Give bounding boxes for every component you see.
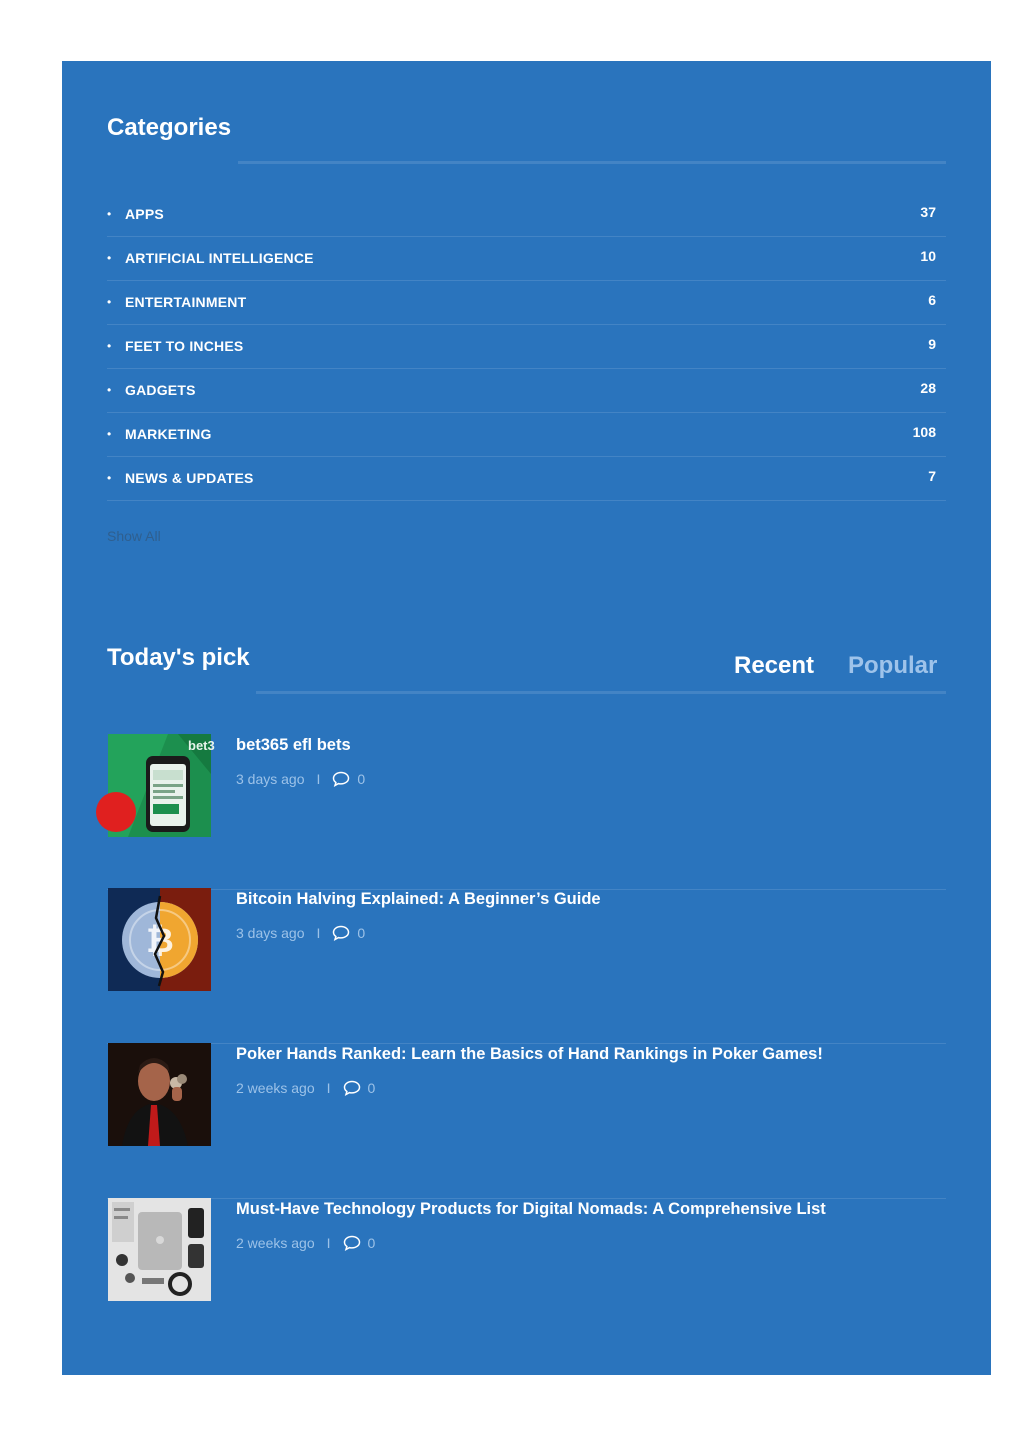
category-item-feet-to-inches[interactable] [107, 325, 946, 369]
bullet: • [107, 295, 112, 309]
bullet: • [107, 383, 112, 397]
bullet: • [107, 251, 112, 265]
comments-link[interactable] [332, 770, 365, 788]
comment-icon [343, 1080, 361, 1096]
category-item-marketing[interactable] [107, 413, 946, 457]
category-count: 108 [912, 424, 936, 440]
post-title[interactable]: Bitcoin Halving Explained: A Beginner’s Guide [236, 890, 601, 908]
categories-heading: Categories [107, 114, 232, 141]
post-title[interactable]: Must-Have Technology Products for Digital Nomads: A Comprehensive List [236, 1200, 826, 1218]
categories-heading-rule [238, 161, 946, 164]
bullet: • [107, 207, 112, 221]
post-date: 2 weeks ago [236, 1235, 315, 1251]
comment-count: 0 [357, 925, 366, 941]
tab-popular[interactable]: Popular [848, 652, 938, 679]
poker-player-thumbnail-image [108, 1043, 211, 1146]
category-count: 10 [920, 248, 936, 264]
category-item-news-updates[interactable] [107, 457, 946, 501]
category-label[interactable]: MARKETING [125, 426, 212, 442]
post-title[interactable]: bet365 efl bets [236, 736, 351, 754]
sidebar-panel [62, 61, 991, 1375]
category-item-gadgets[interactable] [107, 369, 946, 413]
comment-icon [332, 771, 350, 787]
post-meta [236, 1234, 375, 1252]
todays-pick-heading: Today's pick [107, 644, 250, 671]
comment-icon [332, 925, 350, 941]
comments-link[interactable] [332, 924, 365, 942]
post-thumbnail[interactable] [108, 888, 211, 991]
category-count: 37 [920, 204, 936, 220]
category-label[interactable]: ENTERTAINMENT [125, 294, 247, 310]
todays-pick-heading-rule [256, 691, 946, 694]
tech-products-thumbnail-image [108, 1198, 211, 1301]
post-item [107, 888, 946, 1044]
post-item [107, 1043, 946, 1199]
svg-text:₿: ₿ [146, 922, 174, 960]
meta-separator: I [316, 925, 321, 941]
category-label[interactable]: NEWS & UPDATES [125, 470, 254, 486]
category-count: 28 [920, 380, 936, 396]
category-count: 9 [928, 336, 936, 352]
category-item-apps[interactable] [107, 193, 946, 237]
category-label[interactable]: ARTIFICIAL INTELLIGENCE [125, 250, 314, 266]
post-thumbnail[interactable] [108, 734, 215, 837]
bitcoin-thumbnail-image [108, 888, 211, 991]
comments-link[interactable] [343, 1234, 376, 1252]
bet365-thumbnail-image [108, 734, 215, 837]
bullet: • [107, 339, 112, 353]
comments-link[interactable] [343, 1079, 376, 1097]
category-label[interactable]: FEET TO INCHES [125, 338, 244, 354]
comment-icon [343, 1235, 361, 1251]
post-date: 3 days ago [236, 771, 305, 787]
show-all-link[interactable]: Show All [107, 528, 161, 544]
meta-separator: I [326, 1080, 331, 1096]
post-thumbnail[interactable] [108, 1043, 211, 1146]
categories-list [107, 193, 946, 501]
category-item-artificial-intelligence[interactable] [107, 237, 946, 281]
category-label[interactable]: GADGETS [125, 382, 196, 398]
post-item [107, 734, 946, 890]
meta-separator: I [326, 1235, 331, 1251]
tab-recent[interactable]: Recent [734, 652, 815, 679]
thumb-brand-text: bet3 [188, 738, 215, 753]
comment-count: 0 [367, 1080, 376, 1096]
post-meta [236, 924, 365, 942]
category-label[interactable]: APPS [125, 206, 164, 222]
bullet: • [107, 471, 112, 485]
category-count: 7 [928, 468, 936, 484]
category-count: 6 [928, 292, 936, 308]
post-meta [236, 770, 365, 788]
comment-count: 0 [367, 1235, 376, 1251]
post-thumbnail[interactable] [108, 1198, 211, 1301]
bullet: • [107, 427, 112, 441]
comment-count: 0 [357, 771, 366, 787]
post-date: 3 days ago [236, 925, 305, 941]
meta-separator: I [316, 771, 321, 787]
category-item-entertainment[interactable] [107, 281, 946, 325]
post-title[interactable]: Poker Hands Ranked: Learn the Basics of Hand Rankings in Poker Games! [236, 1045, 823, 1063]
post-item [107, 1198, 946, 1353]
post-date: 2 weeks ago [236, 1080, 315, 1096]
post-meta [236, 1079, 375, 1097]
